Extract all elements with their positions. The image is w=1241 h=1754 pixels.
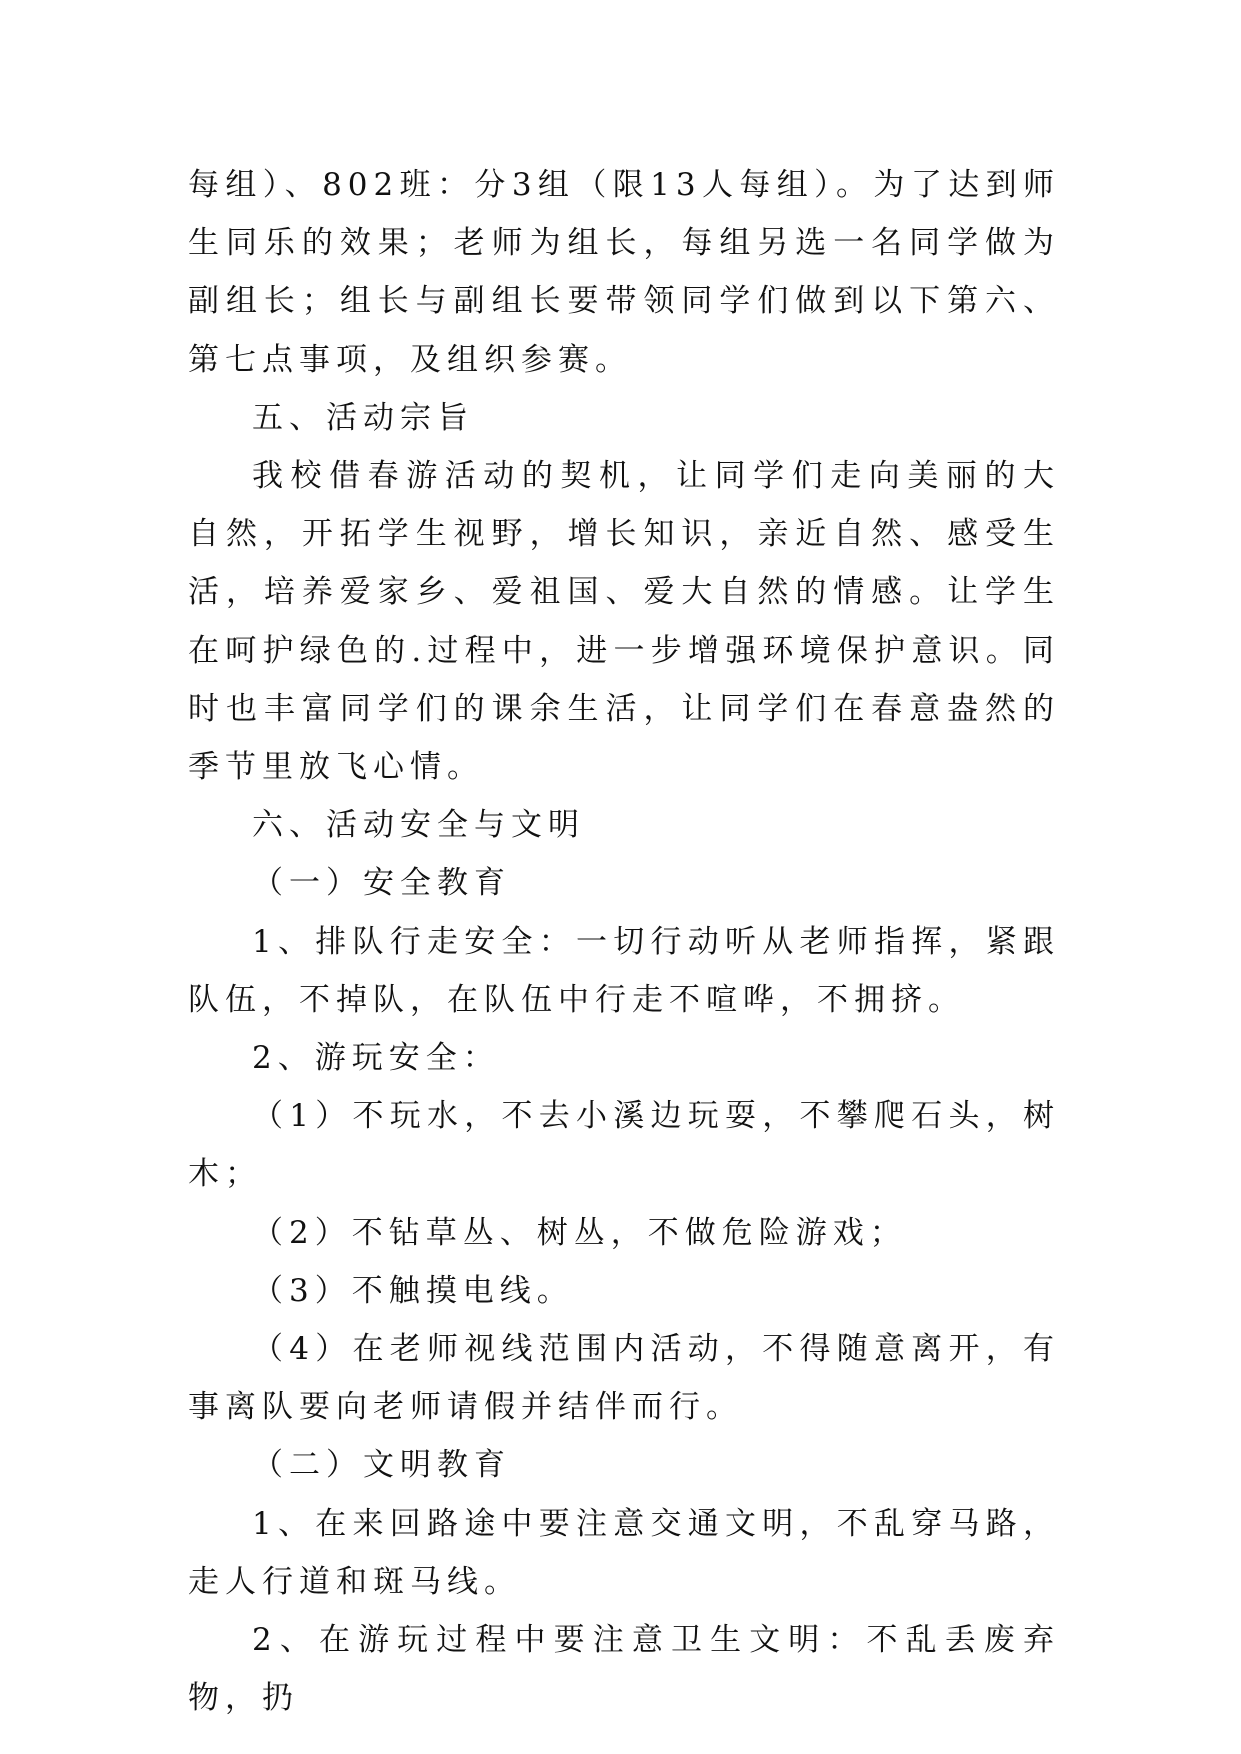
list-item-queue-safety: 1、排队行走安全：一切行动听从老师指挥，紧跟队伍，不掉队，在队伍中行走不喧哗，不拥挤。 [188, 923, 1060, 1018]
paragraph-group-split: 每组）、802班：分3组（限13人每组）。为了达到师生同乐的效果；老师为组长，每组另选一名同学做为副组长；组长与副组长要带领同学们做到以下第六、第七点事项，及组织参赛。 [188, 167, 1060, 378]
document-body [188, 156, 1060, 1727]
subsection-heading-civility: （二）文明教育 [252, 1447, 511, 1484]
list-item-sub-2: （2）不钻草丛、树丛，不做危险游戏； [252, 1214, 907, 1251]
list-item-sub-4: （4）在老师视线范围内活动，不得随意离开，有事离队要向老师请假并结伴而行。 [188, 1331, 1060, 1426]
list-item-play-safety: 2、游玩安全： [252, 1040, 500, 1077]
section-heading-safety-civility: 六、活动安全与文明 [252, 807, 585, 844]
list-item-sub-1: （1）不玩水，不去小溪边玩耍，不攀爬石头，树木； [188, 1098, 1060, 1193]
section-heading-purpose: 五、活动宗旨 [252, 399, 474, 436]
list-item-sub-3: （3）不触摸电线。 [252, 1272, 574, 1309]
subsection-heading-safety: （一）安全教育 [252, 865, 511, 902]
list-item-traffic-civility: 1、在来回路途中要注意交通文明，不乱穿马路，走人行道和斑马线。 [188, 1505, 1060, 1600]
paragraph-purpose: 我校借春游活动的契机，让同学们走向美丽的大自然，开拓学生视野，增长知识，亲近自然、感受生活，培养爱家乡、爱祖国、爱大自然的情感。让学生在呵护绿色的.过程中，进一步增强环境保护意识。同时也丰富同学们的课余生活，让同学们在春意盎然的季节里放飞心情。 [188, 458, 1060, 786]
list-item-hygiene-civility: 2、在游玩过程中要注意卫生文明：不乱丢废弃物，扔 [188, 1622, 1060, 1717]
